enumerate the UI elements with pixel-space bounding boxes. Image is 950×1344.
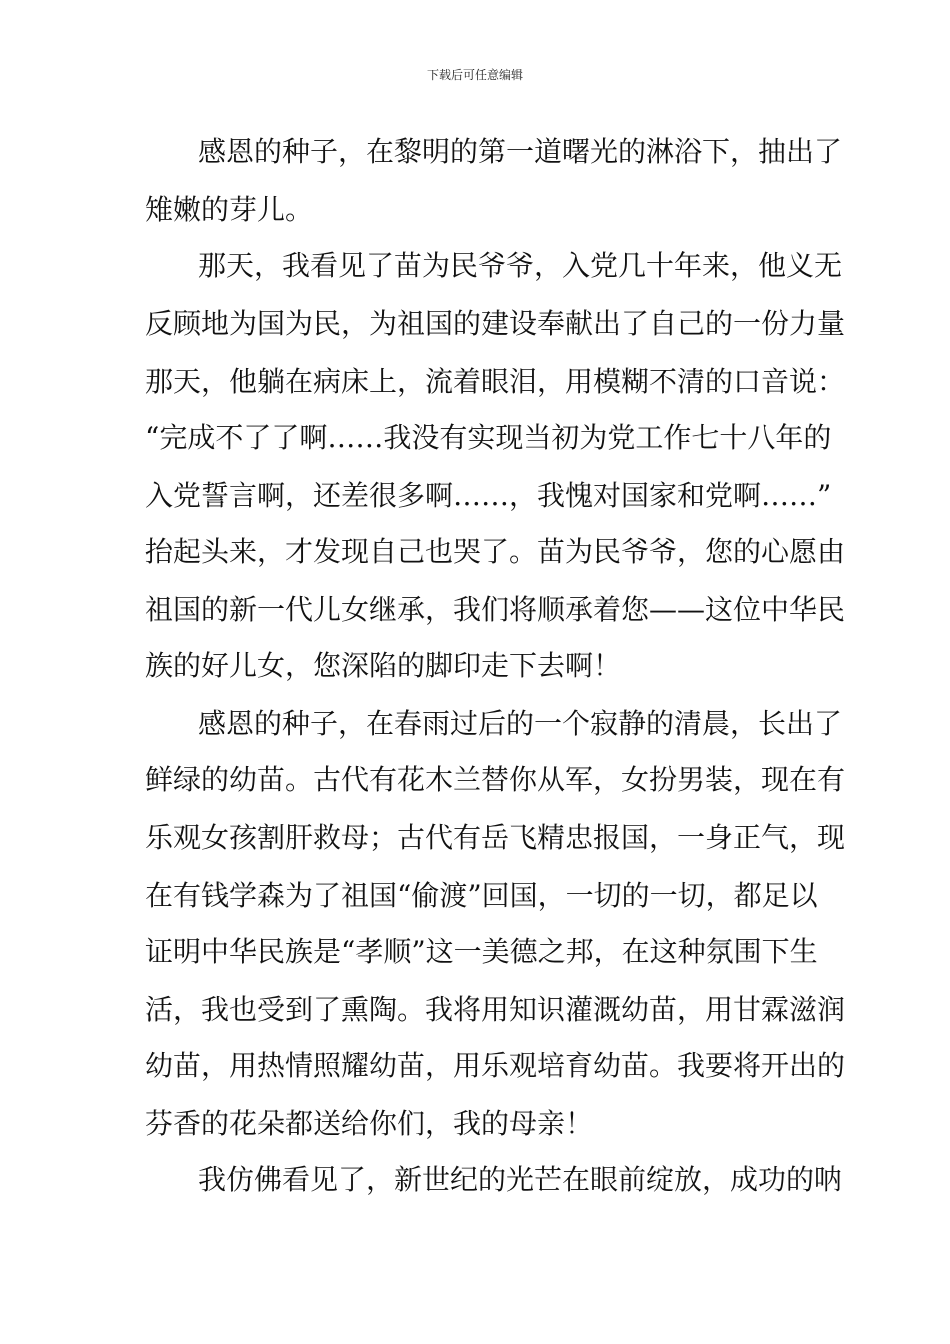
text-line: 证明中华民族是“孝顺”这一美德之邦，在这种氛围下生 [145, 935, 818, 968]
text-line: 感恩的种子，在春雨过后的一个寂静的清晨，长出了 [198, 707, 843, 740]
text-line: 感恩的种子，在黎明的第一道曙光的淋浴下，抽出了 [198, 135, 843, 168]
text-line: 幼苗，用热情照耀幼苗，用乐观培育幼苗。我要将开出的 [145, 1049, 846, 1082]
page-header: 下载后可任意编辑 [426, 68, 523, 82]
text-line: 乐观女孩割肝救母；古代有岳飞精忠报国，一身正气，现 [145, 821, 846, 854]
text-line: 入党誓言啊，还差很多啊……，我愧对国家和党啊……” [145, 479, 832, 512]
text-line: 族的好儿女，您深陷的脚印走下去啊！ [145, 649, 622, 682]
text-line: 鲜绿的幼苗。古代有花木兰替你从军，女扮男装，现在有 [145, 763, 846, 796]
text-line: 反顾地为国为民，为祖国的建设奉献出了自己的一份力量 [145, 307, 846, 340]
text-line: 抬起头来，才发现自己也哭了。苗为民爷爷，您的心愿由 [145, 535, 846, 568]
text-line: “完成不了了啊……我没有实现当初为党工作七十八年的 [145, 421, 832, 454]
text-line: 活，我也受到了熏陶。我将用知识灌溉幼苗，用甘霖滋润 [145, 993, 846, 1026]
text-line: 那天，我看见了苗为民爷爷，入党几十年来，他义无 [198, 249, 843, 282]
text-line: 在有钱学森为了祖国“偷渡”回国，一切的一切，都足以 [145, 879, 818, 912]
text-line: 我仿佛看见了，新世纪的光芒在眼前绽放，成功的呐 [198, 1163, 843, 1196]
text-line: 那天，他躺在病床上，流着眼泪，用模糊不清的口音说： [145, 365, 846, 398]
text-line: 雉嫩的芽儿。 [145, 193, 314, 226]
text-line: 祖国的新一代儿女继承，我们将顺承着您——这位中华民 [145, 593, 846, 626]
text-line: 芬香的花朵都送给你们，我的母亲！ [145, 1107, 594, 1140]
